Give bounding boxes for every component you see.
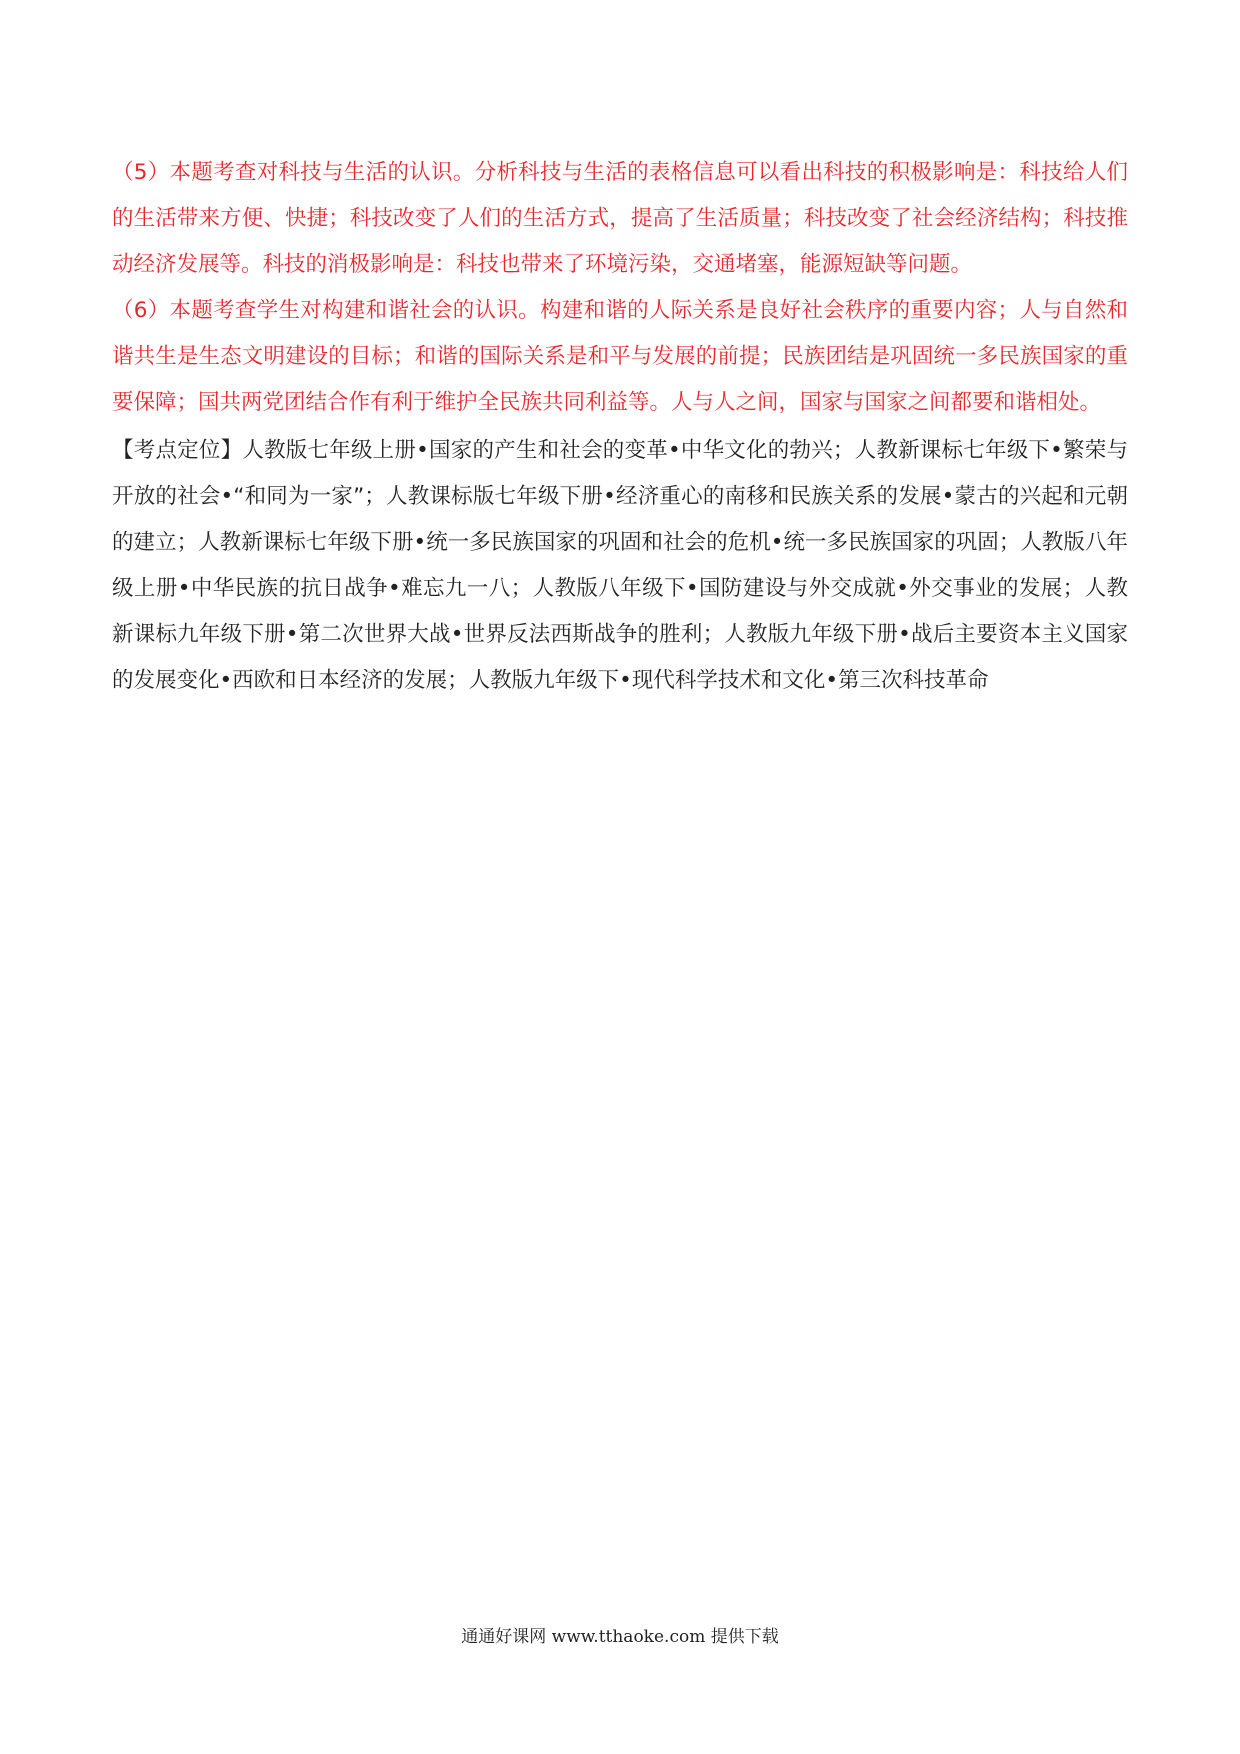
answer-item-5: （5）本题考查对科技与生活的认识。分析科技与生活的表格信息可以看出科技的积极影响是：科技给人们的生活带来方便、快捷；科技改变了人们的生活方式，提高了生活质量；科技改变了社会经济结构；科技推动经济发展等。科技的消极影响是：科技也带来了环境污染，交通堵塞，能源短缺等问题。 bbox=[112, 160, 1128, 277]
knowledge-points-paragraph bbox=[112, 428, 1128, 704]
document-content bbox=[112, 150, 1128, 704]
answer-item-6: （6）本题考查学生对构建和谐社会的认识。构建和谐的人际关系是良好社会秩序的重要内容；人与自然和谐共生是生态文明建设的目标；和谐的国际关系是和平与发展的前提；民族团结是巩固统一多民族国家的重要保障；国共两党团结合作有利于维护全民族共同利益等。人与人之间，国家与国家之间都要和谐相处。 bbox=[112, 298, 1128, 415]
knowledge-points-text: 人教版七年级上册•国家的产生和社会的变革•中华文化的勃兴；人教新课标七年级下•繁荣与开放的社会•“和同为一家”；人教课标版七年级下册•经济重心的南移和民族关系的发展•蒙古的兴起和元朝的建立；人教新课标七年级下册•统一多民族国家的巩固和社会的危机•统一多民族国家的巩固；人教版八年级上册•中华民族的抗日战争•难忘九一八；人教版八年级下•国防建设与外交成就•外交事业的发展；人教新课标九年级下册•第二次世界大战•世界反法西斯战争的胜利；人教版九年级下册•战后主要资本主义国家的发展变化•西欧和日本经济的发展；人教版九年级下•现代科学技术和文化•第三次科技革命 bbox=[112, 438, 1128, 693]
page-footer: 通通好课网 www.tthaoke.com 提供下载 bbox=[461, 1627, 779, 1647]
knowledge-points-label: 【考点定位】 bbox=[112, 438, 243, 463]
